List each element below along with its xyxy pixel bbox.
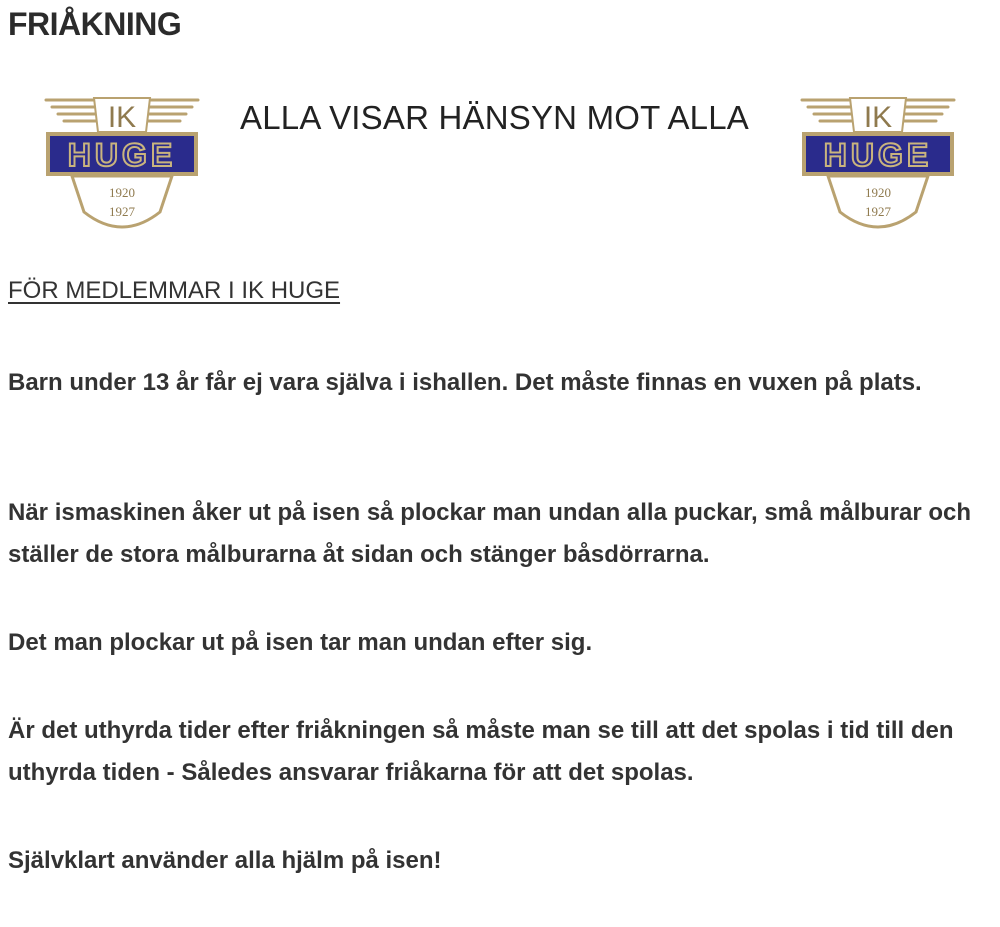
banner-slogan: ALLA VISAR HÄNSYN MOT ALLA — [240, 99, 749, 136]
club-logo-right — [798, 92, 958, 232]
logo-year-1: 1920 — [109, 185, 135, 200]
rule-paragraph: När ismaskinen åker ut på isen så plockar man undan alla puckar, små målburar och ställer de stora målburarna åt sidan och stänger båsdörrarna. — [8, 499, 972, 568]
rule-paragraph: Är det uthyrda tider efter friåkningen så måste man se till att det spolas i tid till den uthyrda tiden - Således ansvarar friåkarna för att det spolas. — [8, 717, 954, 786]
logo-year-2: 1927 — [865, 204, 891, 219]
club-logo-left — [42, 92, 202, 232]
section-heading: FÖR MEDLEMMAR I IK HUGE — [8, 277, 341, 304]
rule-paragraph: Självklart använder alla hjälm på isen! — [8, 847, 442, 874]
logo-huge-text: HUGE — [67, 137, 177, 173]
logo-ik-text: IK — [863, 101, 893, 134]
logo-huge-text: HUGE — [823, 137, 933, 173]
page-title: FRIÅKNING — [8, 6, 182, 42]
rule-paragraph: Barn under 13 år får ej vara själva i ishallen. Det måste finnas en vuxen på plats. — [8, 369, 922, 396]
logo-year-2: 1927 — [109, 204, 135, 219]
rule-paragraph: Det man plockar ut på isen tar man undan efter sig. — [8, 629, 593, 656]
logo-ik-text: IK — [107, 101, 137, 134]
logo-year-1: 1920 — [865, 185, 891, 200]
banner — [0, 88, 1000, 236]
